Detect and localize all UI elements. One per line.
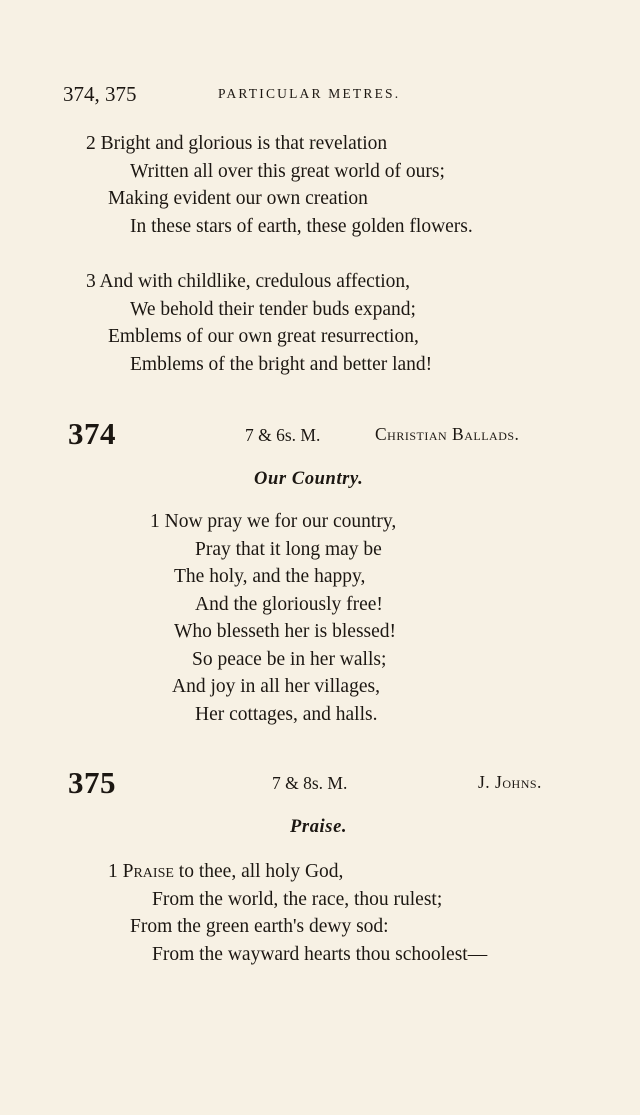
hymn-375-line1 [108, 862, 343, 882]
hymn-374-metre: 7 & 6s. M. [245, 425, 321, 445]
stanza2-line3: Making evident our own creation [108, 188, 368, 209]
stanza3-line1: 3 And with childlike, credulous affection, [86, 271, 411, 292]
hymn-374-line5: Who blesseth her is blessed! [174, 621, 397, 642]
hymn-375-title: Praise. [290, 817, 348, 837]
hymn-375-line1-rest: to thee, all holy God, [178, 861, 344, 882]
hymn-375-metre: 7 & 8s. M. [272, 773, 348, 793]
running-title: PARTICULAR METRES. [218, 86, 401, 101]
page-numbers: 374, 375 [63, 82, 137, 106]
hymn-374-line6: So peace be in her walls; [192, 649, 387, 670]
stanza3-line4: Emblems of the bright and better land! [130, 354, 433, 375]
hymn-374-line2: Pray that it long may be [195, 539, 382, 560]
hymn-375-line2: From the world, the race, thou rulest; [152, 889, 443, 910]
stanza3-line3: Emblems of our own great resurrection, [108, 326, 419, 347]
hymn-374-line4: And the gloriously free! [195, 594, 383, 615]
hymn-374-line3: The holy, and the happy, [174, 566, 366, 587]
stanza3-line2: We behold their tender buds expand; [130, 299, 416, 320]
hymn-375-line4: From the wayward hearts thou schoolest— [152, 944, 488, 965]
hymn-374-author: Christian Ballads. [375, 424, 520, 444]
hymn-375-line1-number: 1 [108, 861, 118, 882]
stanza2-line2: Written all over this great world of ours; [130, 161, 445, 182]
hymn-374-title: Our Country. [254, 469, 364, 489]
hymn-375-number: 375 [68, 765, 116, 800]
hymn-375-line3: From the green earth's dewy sod: [130, 916, 389, 937]
stanza2-line4: In these stars of earth, these golden flowers. [130, 216, 473, 237]
hymn-375-first-word: Praise [122, 861, 174, 882]
hymn-374-number: 374 [68, 416, 116, 451]
hymn-374-line7: And joy in all her villages, [172, 676, 380, 697]
stanza2-line1: 2 Bright and glorious is that revelation [86, 133, 388, 154]
hymn-375-author: J. Johns. [478, 772, 542, 792]
hymn-374-line8: Her cottages, and halls. [195, 704, 378, 725]
hymn-374-line1: 1 Now pray we for our country, [150, 511, 397, 532]
